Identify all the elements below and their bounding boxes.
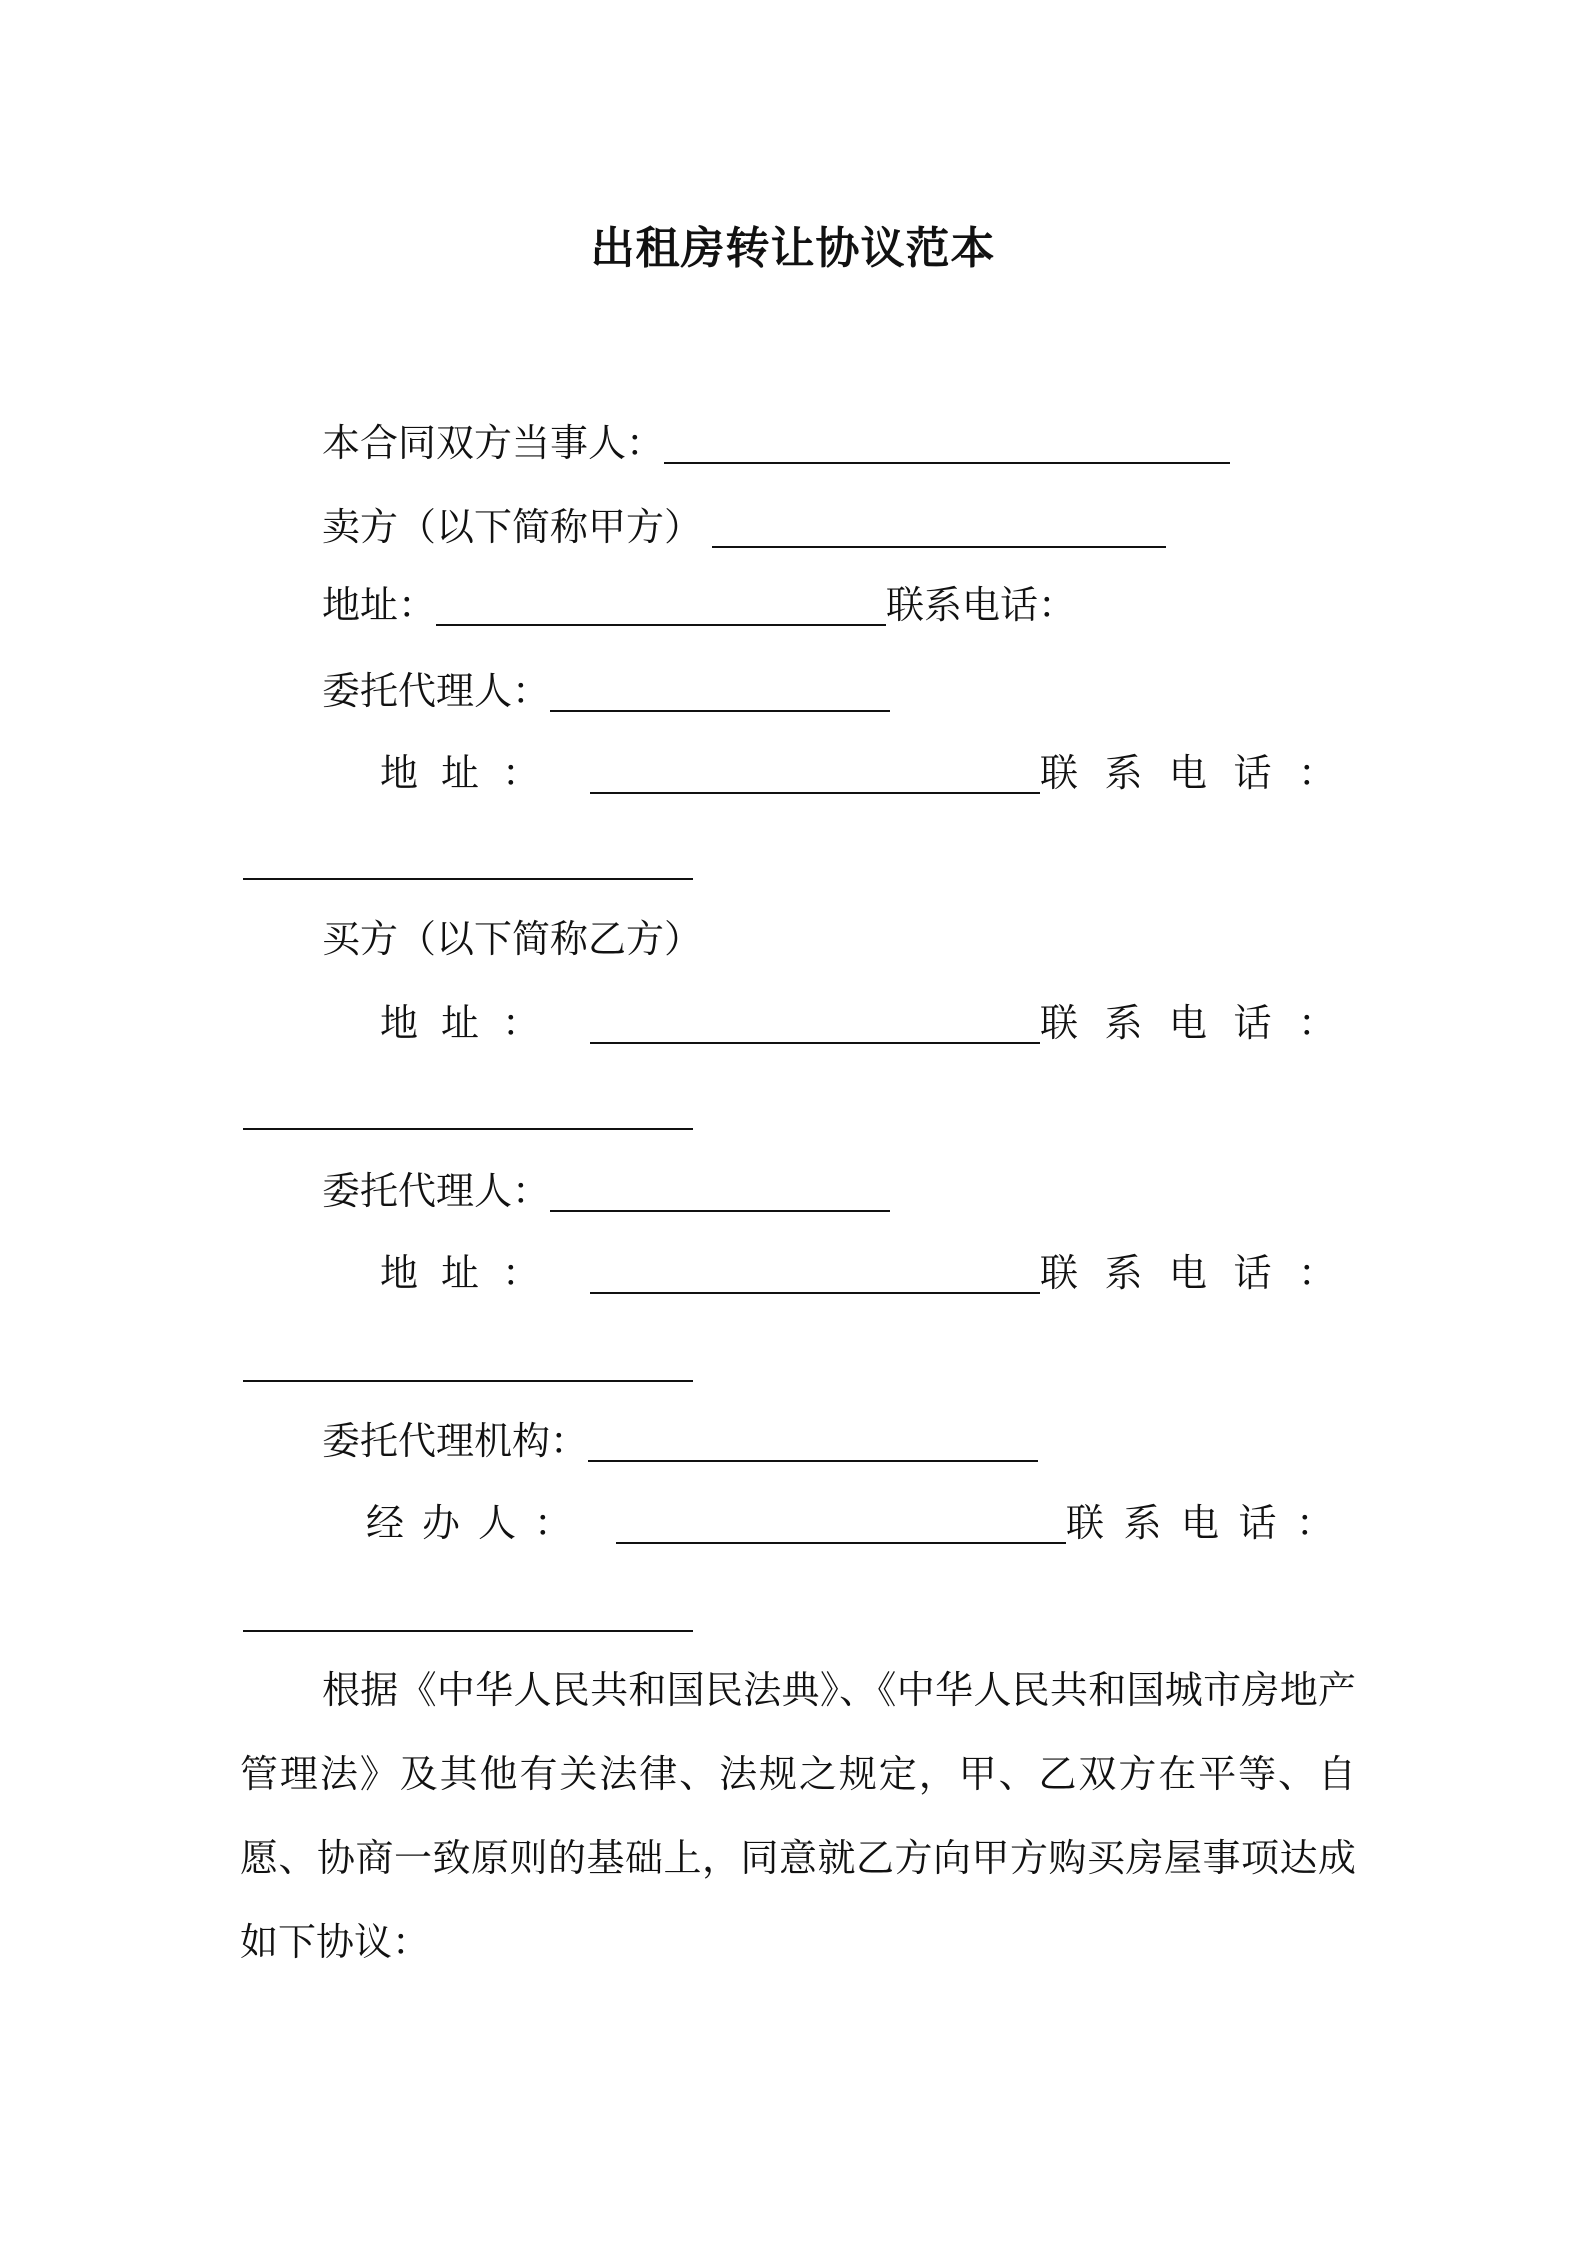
seller-agent-blank[interactable] (550, 672, 890, 712)
body-paragraph: 根据《中华人民共和国民法典》、《中华人民共和国城市房地产管理法》及其他有关法律、法规之规定，甲、乙双方在平等、自愿、协商一致原则的基础上，同意就乙方向甲方购买房屋事项达成如下协议： (240, 1668, 1356, 1964)
agency-label: 委托代理机构： (322, 1419, 589, 1463)
seller-address-line (322, 580, 1076, 630)
buyer-agent-address-label: 地 址 ： (380, 1251, 540, 1295)
buyer-agent-phone-label: 联 系 电 话 ： (1040, 1251, 1336, 1295)
buyer-agent-phone-blank[interactable] (243, 1378, 693, 1382)
handler-phone-label: 联 系 电 话 ： (1066, 1501, 1334, 1545)
buyer-address-blank[interactable] (590, 1004, 1040, 1044)
buyer-agent-address-line (380, 1248, 1336, 1298)
handler-phone-blank[interactable] (243, 1628, 693, 1632)
parties-label: 本合同双方当事人： (322, 421, 665, 465)
seller-agent-phone-blank[interactable] (243, 876, 693, 880)
buyer-agent-line (322, 1166, 890, 1216)
seller-address-label: 地址： (322, 583, 437, 627)
buyer-agent-address-blank[interactable] (590, 1254, 1040, 1294)
seller-label: 卖方（以下简称甲方） (322, 505, 703, 549)
seller-phone-label: 联系电话： (886, 583, 1077, 627)
buyer-agent-blank[interactable] (550, 1172, 890, 1212)
buyer-label: 买方（以下简称乙方） (322, 917, 703, 961)
seller-agent-address-blank[interactable] (590, 754, 1040, 794)
seller-line (322, 502, 1166, 552)
buyer-address-line (380, 998, 1336, 1048)
parties-blank[interactable] (664, 424, 1230, 464)
seller-blank[interactable] (712, 508, 1166, 548)
agency-line (322, 1416, 1038, 1466)
agency-blank[interactable] (588, 1422, 1038, 1462)
handler-blank[interactable] (616, 1504, 1066, 1544)
seller-agent-address-line (380, 748, 1336, 798)
buyer-line (322, 914, 702, 964)
parties-line (322, 418, 1230, 468)
seller-agent-line (322, 666, 890, 716)
seller-agent-address-label: 地 址 ： (380, 751, 540, 795)
seller-agent-label: 委托代理人： (322, 669, 551, 713)
seller-agent-phone-label: 联 系 电 话 ： (1040, 751, 1336, 795)
buyer-phone-label: 联 系 电 话 ： (1040, 1001, 1336, 1045)
document-title: 出租房转让协议范本 (590, 223, 996, 274)
handler-line (366, 1498, 1334, 1548)
seller-address-blank[interactable] (436, 586, 886, 626)
buyer-phone-blank[interactable] (243, 1126, 693, 1130)
buyer-address-label: 地 址 ： (380, 1001, 540, 1045)
buyer-agent-label: 委托代理人： (322, 1169, 551, 1213)
handler-label: 经 办 人 ： (366, 1501, 572, 1545)
